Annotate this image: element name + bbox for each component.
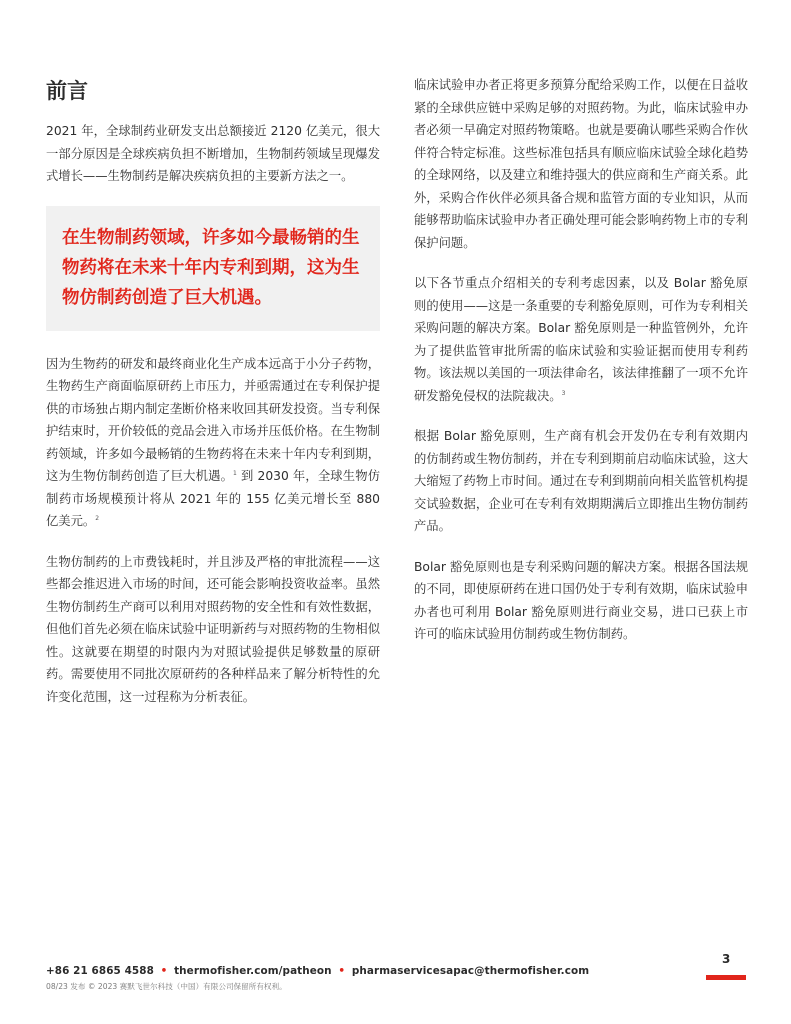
biosimilar-paragraph: 生物仿制药的上市费钱耗时，并且涉及严格的审批流程——这些都会推迟进入市场的时间，还可能会影响投资收益率。虽然生物仿制药生产商可以利用对照药物的安全性和有效性数据，但他们首先必须在临床试验中证明新药与对照药物的生物相似性。这就要在期望的时限内为对照试验提供足够数量的原研药。需要使用不同批次原研药的各种样品来了解分析特性的允许变化范围，这一过程称为分析表征。 bbox=[46, 554, 380, 704]
separator-bullet-icon: • bbox=[160, 965, 168, 977]
bolar-trade-paragraph: Bolar 豁免原则也是专利采购问题的解决方案。根据各国法规的不同，即使原研药在进口国仍处于专利有效期，临床试验申办者也可利用 Bolar 豁免原则进行商业交易，进口已获上市许可的临床试验用仿制药或生物仿制药。 bbox=[414, 559, 748, 641]
footnote-ref-3: 3 bbox=[561, 389, 566, 397]
phone-number: +86 21 6865 4588 bbox=[46, 965, 154, 977]
page-number: 3 bbox=[722, 952, 731, 966]
bolar-intro-text: 以下各节重点介绍相关的专利考虑因素，以及 Bolar 豁免原则的使用——这是一条重要的专利豁免原则，可作为专利相关采购问题的解决方案。Bolar 豁免原则是一种监管例外，允许为了提供监管审批所需的临床试验和实验证据而使用专利药物。该法规以美国的一项法律命名，该法律推翻了一项不允许研发豁免侵权的法院裁决。 bbox=[414, 276, 748, 403]
copyright-notice: 08/23 发布 © 2023 赛默飞世尔科技（中国）有限公司保留所有权利。 bbox=[46, 982, 287, 991]
footnote-ref-2: 2 bbox=[95, 514, 100, 522]
biologics-paragraph bbox=[46, 353, 380, 533]
right-column bbox=[414, 74, 748, 664]
biologics-text: 因为生物药的研发和最终商业化生产成本远高于小分子药物，生物药生产商面临原研药上市压力，并亟需通过在专利保护提供的市场独占期内制定垄断价格来收回其研发投资。当专利保护结束时，开价较低的竞品会进入市场并压低价格。在生物制药领域，许多如今最畅销的生物药将在未来十年内专利到期，这为生物仿制药创造了巨大机遇。 bbox=[46, 356, 380, 483]
sponsor-paragraph: 临床试验申办者正将更多预算分配给采购工作，以便在日益收紧的全球供应链中采购足够的对照药物。为此，临床试验申办者必须一早确定对照药物策略。也就是要确认哪些采购合作伙伴符合特定标准。这些标准包括具有顺应临床试验全球化趋势的全球网络，以及建立和维持强大的供应商和生产商关系。此外，采购合作伙伴必须具备合规和监管方面的专业知识，从而能够帮助临床试验申办者正确处理可能会影响药物上市的专利保护问题。 bbox=[414, 78, 748, 250]
separator-bullet-icon: • bbox=[338, 965, 346, 977]
pull-quote: 在生物制药领域，许多如今最畅销的生物药将在未来十年内专利到期，这为生物仿制药创造了巨大机遇。 bbox=[46, 206, 380, 331]
website-link[interactable]: thermofisher.com/patheon bbox=[174, 965, 332, 977]
bolar-intro-paragraph bbox=[414, 272, 748, 407]
contact-line bbox=[46, 965, 756, 977]
email-link[interactable]: pharmaservicesapac@thermofisher.com bbox=[351, 965, 590, 977]
bolar-development-paragraph: 根据 Bolar 豁免原则，生产商有机会开发仍在专利有效期内的仿制药或生物仿制药，并在专利到期前启动临床试验，这大大缩短了药物上市时间。通过在专利到期前向相关监管机构提交试验数据，企业可在专利有效期期满后立即推出生物仿制药产品。 bbox=[414, 429, 748, 533]
footnote-ref-1: 1 bbox=[233, 469, 237, 477]
intro-paragraph: 2021 年，全球制药业研发支出总额接近 2120 亿美元，很大一部分原因是全球疾病负担不断增加，生物制药领域呈现爆发式增长——生物制药是解决疾病负担的主要新方法之一。 bbox=[46, 124, 380, 183]
left-column bbox=[46, 76, 380, 726]
biologics-text-cont: 到 2030 年，全球生物仿制药市场规模预计将从 2021 年的 155 亿美元增长至 880 亿美元。 bbox=[46, 469, 380, 528]
footer bbox=[46, 965, 756, 992]
section-heading: 前言 bbox=[46, 79, 88, 103]
